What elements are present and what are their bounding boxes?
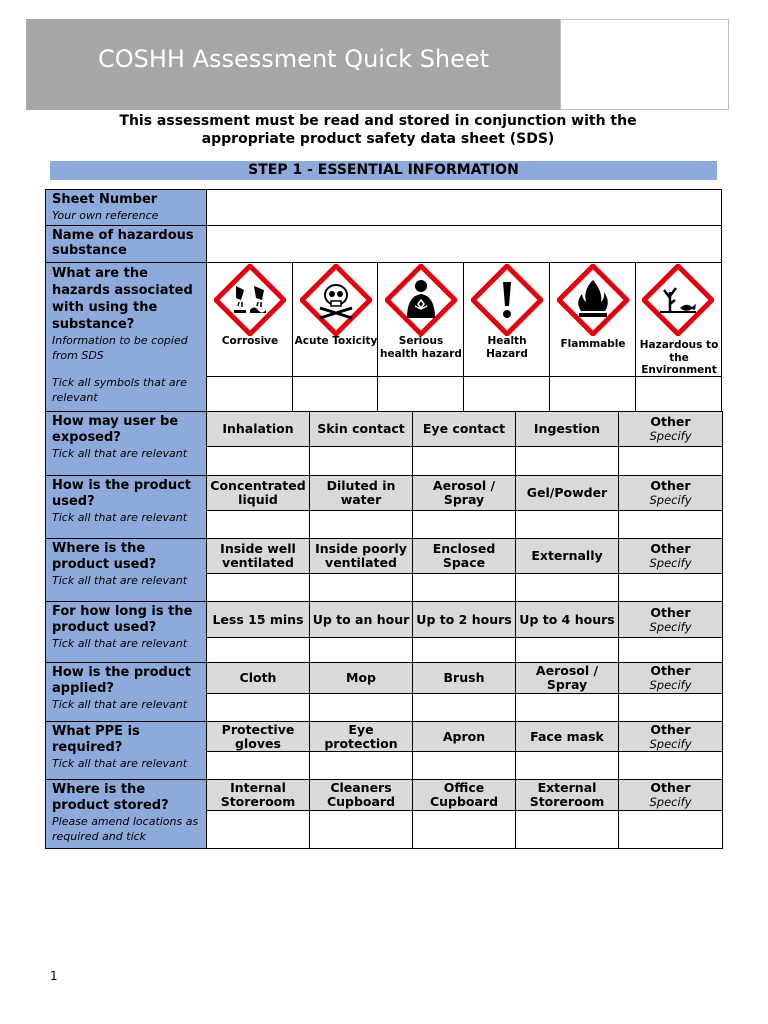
usage-option-label: Other <box>650 478 691 493</box>
substance-name-input[interactable] <box>206 225 722 263</box>
exclamation-icon <box>471 264 543 336</box>
application-tick-box[interactable] <box>618 693 723 723</box>
exposure-tick-box[interactable] <box>206 446 310 477</box>
application-title: How is the product applied? <box>52 665 192 696</box>
storage-title: Where is the product stored? <box>52 782 169 813</box>
duration-tick-box[interactable] <box>309 637 413 664</box>
application-specify-hint: Specify <box>649 678 692 692</box>
application-option-label: Aerosol / Spray <box>535 663 599 692</box>
usage-option <box>206 475 310 511</box>
hazard-label-acute-toxicity: Acute Toxicity <box>294 335 378 347</box>
ppe-option-label: Face mask <box>530 728 604 744</box>
page-number: 1 <box>50 969 58 983</box>
location-specify-hint: Specify <box>649 556 692 570</box>
location-title: Where is the product used? <box>52 541 157 572</box>
exposure-option <box>618 411 723 447</box>
application-option-label: Other <box>650 663 691 678</box>
health-hazard-icon <box>385 264 457 336</box>
usage-option-label: Aerosol / Spray <box>432 478 496 507</box>
location-tick-box[interactable] <box>618 573 723 603</box>
substance-name-label <box>45 225 207 263</box>
location-option-label: Other <box>650 541 691 556</box>
logo-placeholder <box>560 19 729 110</box>
corrosive-icon <box>214 264 286 336</box>
storage-tick-box[interactable] <box>206 810 310 849</box>
substance-name-title: Name of hazardous substance <box>52 228 194 258</box>
application-tick-box[interactable] <box>515 693 619 723</box>
exposure-option <box>206 411 310 447</box>
duration-option <box>412 601 516 638</box>
sheet-number-title: Sheet Number <box>52 192 158 207</box>
hazard-tick-flammable[interactable] <box>550 377 635 411</box>
usage-option <box>618 475 723 511</box>
duration-option-label: Up to 4 hours <box>519 611 615 627</box>
location-tick-box[interactable] <box>412 573 516 603</box>
ppe-option-label: Other <box>650 721 691 737</box>
ppe-option-label: Eye protection <box>324 721 398 751</box>
storage-tick-box[interactable] <box>412 810 516 849</box>
storage-option <box>412 779 516 811</box>
storage-tick-box[interactable] <box>515 810 619 849</box>
ppe-option <box>309 721 413 752</box>
hazard-tick-health-hazard[interactable] <box>464 377 549 411</box>
duration-option-label: Up to 2 hours <box>416 611 512 627</box>
application-sub: Tick all that are relevant <box>52 698 188 711</box>
location-sub: Tick all that are relevant <box>52 574 188 587</box>
location-tick-box[interactable] <box>206 573 310 603</box>
storage-option-label: Internal Storeroom <box>220 780 296 809</box>
usage-tick-box[interactable] <box>515 510 619 540</box>
hazard-tick <box>370 262 379 263</box>
duration-tick-box[interactable] <box>618 637 723 664</box>
duration-option-label: Less 15 mins <box>212 611 304 627</box>
skull-crossbones-icon <box>300 264 372 336</box>
sheet-number-sub: Your own reference <box>52 209 159 222</box>
location-option-label: Externally <box>531 548 603 563</box>
hazard-tick <box>284 262 293 263</box>
duration-option-label: Up to an hour <box>312 611 410 627</box>
exposure-label <box>45 411 207 477</box>
ppe-option <box>206 721 310 752</box>
ppe-specify-hint: Specify <box>649 736 692 751</box>
duration-label <box>45 601 207 664</box>
usage-option-label: Diluted in water <box>326 478 396 507</box>
application-label <box>45 662 207 723</box>
hazard-tick-environment[interactable] <box>636 377 721 411</box>
application-option-label: Brush <box>443 670 485 685</box>
ppe-tick-box[interactable] <box>618 751 723 781</box>
usage-tick-box[interactable] <box>206 510 310 540</box>
exposure-option <box>309 411 413 447</box>
ppe-title: What PPE is required? <box>52 724 140 755</box>
exposure-option-label: Other <box>650 414 691 429</box>
location-option <box>618 538 723 574</box>
application-option-label: Cloth <box>239 670 277 685</box>
sheet-number-input[interactable] <box>206 189 722 226</box>
hazards-title: What are the hazards associated with using the substance? <box>52 266 193 332</box>
ppe-option <box>515 721 619 752</box>
usage-label <box>45 475 207 540</box>
usage-option <box>515 475 619 511</box>
ppe-tick-box[interactable] <box>309 751 413 781</box>
storage-option <box>618 779 723 811</box>
usage-option-label: Gel/Powder <box>526 485 608 500</box>
application-option <box>515 662 619 694</box>
storage-tick-box[interactable] <box>618 810 723 849</box>
ppe-tick-box[interactable] <box>206 751 310 781</box>
environment-icon <box>642 264 714 336</box>
page-title: COSHH Assessment Quick Sheet <box>98 45 490 73</box>
hazard-tick-acute-toxicity[interactable] <box>293 377 377 411</box>
ppe-option-label: Protective gloves <box>221 721 295 751</box>
hazard-label-corrosive: Corrosive <box>221 335 279 347</box>
storage-option <box>309 779 413 811</box>
application-option-label: Mop <box>346 670 376 685</box>
storage-label <box>45 779 207 849</box>
usage-option <box>412 475 516 511</box>
hazard-tick <box>456 262 465 263</box>
application-tick-box[interactable] <box>412 693 516 723</box>
exposure-tick-box[interactable] <box>515 446 619 477</box>
location-option <box>206 538 310 574</box>
location-tick-box[interactable] <box>309 573 413 603</box>
intro-line-2: appropriate product safety data sheet (SDS) <box>201 131 555 147</box>
intro-line-1: This assessment must be read and stored in conjunction with the <box>119 113 637 129</box>
duration-tick-box[interactable] <box>206 637 310 664</box>
storage-option <box>515 779 619 811</box>
exposure-option <box>412 411 516 447</box>
application-option <box>309 662 413 694</box>
intro-text <box>60 112 696 148</box>
duration-title: For how long is the product used? <box>52 604 193 635</box>
duration-tick-box[interactable] <box>412 637 516 664</box>
location-tick-box[interactable] <box>515 573 619 603</box>
usage-option <box>309 475 413 511</box>
location-option-label: Inside poorly ventilated <box>315 541 407 570</box>
ppe-sub: Tick all that are relevant <box>52 757 188 770</box>
usage-tick-box[interactable] <box>309 510 413 540</box>
application-option <box>206 662 310 694</box>
usage-tick-box[interactable] <box>618 510 723 540</box>
duration-option <box>618 601 723 638</box>
exposure-tick-box[interactable] <box>618 446 723 477</box>
hazard-label-health-hazard: Health Hazard <box>486 335 528 360</box>
hazard-tick-serious-health[interactable] <box>378 377 463 411</box>
location-option <box>515 538 619 574</box>
hazard-tick <box>628 262 637 263</box>
hazard-tick-corrosive[interactable] <box>207 377 292 411</box>
application-tick-box[interactable] <box>206 693 310 723</box>
duration-specify-hint: Specify <box>649 619 692 634</box>
storage-sub: Please amend locations as required and tick <box>52 815 199 843</box>
hazard-label-flammable: Flammable <box>560 338 626 350</box>
hazards-sub-2: Tick all symbols that are relevant <box>52 376 187 404</box>
duration-option <box>515 601 619 638</box>
exposure-tick-box[interactable] <box>309 446 413 477</box>
usage-sub: Tick all that are relevant <box>52 511 188 524</box>
ppe-option <box>412 721 516 752</box>
location-option-label: Enclosed Space <box>432 541 496 570</box>
location-option <box>309 538 413 574</box>
hazard-label-environment: Hazardous to the Environment <box>639 339 719 376</box>
duration-option-label: Other <box>650 604 691 620</box>
exposure-option-label: Ingestion <box>533 421 601 436</box>
location-option-label: Inside well ventilated <box>220 541 296 570</box>
storage-tick-box[interactable] <box>309 810 413 849</box>
storage-option-label: External Storeroom <box>529 780 605 809</box>
usage-option-label: Concentrated liquid <box>210 478 306 507</box>
exposure-option-label: Eye contact <box>422 421 506 436</box>
usage-specify-hint: Specify <box>649 493 692 507</box>
ppe-option <box>618 721 723 752</box>
exposure-sub: Tick all that are relevant <box>52 447 188 460</box>
storage-option <box>206 779 310 811</box>
exposure-tick-box[interactable] <box>412 446 516 477</box>
usage-tick-box[interactable] <box>412 510 516 540</box>
ppe-option-label: Apron <box>442 728 486 744</box>
duration-option <box>206 601 310 638</box>
storage-option-label: Office Cupboard <box>429 780 499 809</box>
location-option <box>412 538 516 574</box>
application-option <box>618 662 723 694</box>
hazards-sub-1: Information to be copied from SDS <box>52 334 188 362</box>
usage-title: How is the product used? <box>52 478 192 509</box>
exposure-option-label: Skin contact <box>317 421 405 436</box>
exposure-option <box>515 411 619 447</box>
ppe-label <box>45 721 207 781</box>
exposure-title: How may user be exposed? <box>52 414 179 445</box>
exposure-specify-hint: Specify <box>649 429 692 443</box>
application-option <box>412 662 516 694</box>
sheet-number-label <box>45 189 207 226</box>
hazard-tick <box>542 262 551 263</box>
ppe-tick-box[interactable] <box>515 751 619 781</box>
storage-option-label: Other <box>650 780 691 795</box>
ppe-tick-box[interactable] <box>412 751 516 781</box>
location-label <box>45 538 207 603</box>
hazard-label-serious-health: Serious health hazard <box>380 335 462 360</box>
storage-specify-hint: Specify <box>649 795 692 809</box>
duration-tick-box[interactable] <box>515 637 619 664</box>
duration-sub: Tick all that are relevant <box>52 637 188 650</box>
storage-option-label: Cleaners Cupboard <box>326 780 396 809</box>
step-1-heading: STEP 1 - ESSENTIAL INFORMATION <box>50 161 717 180</box>
application-tick-box[interactable] <box>309 693 413 723</box>
duration-option <box>309 601 413 638</box>
hazards-label <box>45 262 207 412</box>
exposure-option-label: Inhalation <box>222 421 294 436</box>
flame-icon <box>557 264 629 336</box>
